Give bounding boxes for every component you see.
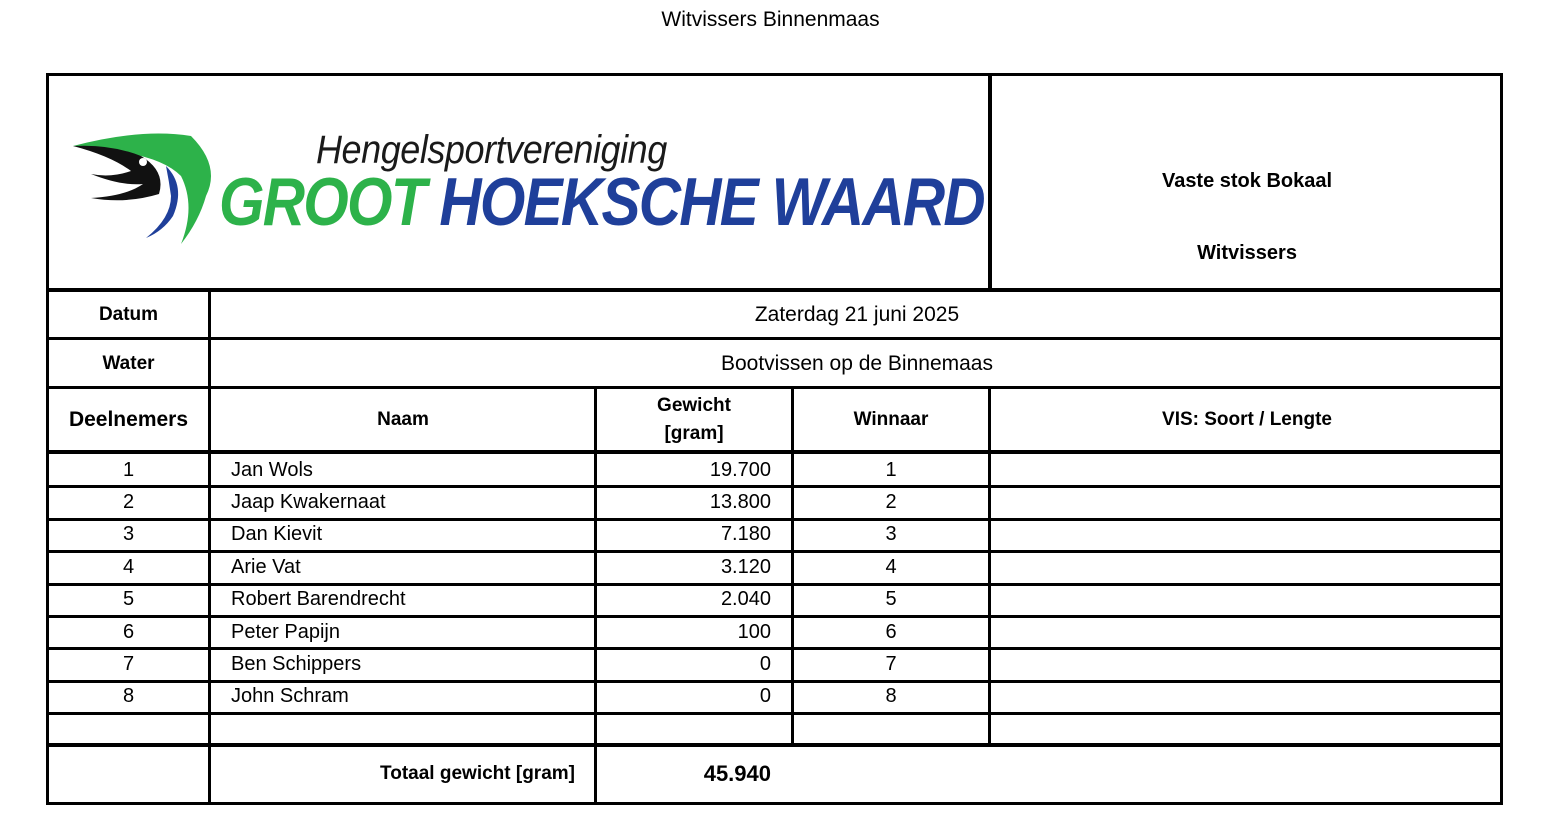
divider bbox=[49, 386, 1500, 389]
row-winner: 2 bbox=[885, 491, 897, 514]
row-number bbox=[49, 713, 208, 745]
row-name: Robert Barendrecht bbox=[231, 588, 406, 611]
name-header: Naam bbox=[377, 409, 429, 430]
row-number: 5 bbox=[122, 588, 135, 611]
row-fish bbox=[991, 648, 1503, 680]
row-winner: 4 bbox=[885, 555, 897, 578]
divider bbox=[49, 337, 1500, 340]
row-name: Jan Wols bbox=[231, 458, 313, 481]
divider bbox=[49, 647, 1500, 650]
row-winner bbox=[794, 713, 988, 745]
row-weight: 19.700 bbox=[709, 458, 771, 481]
category-name: Witvissers bbox=[1197, 241, 1297, 264]
row-winner: 5 bbox=[885, 588, 897, 611]
divider bbox=[49, 615, 1500, 618]
row-weight bbox=[597, 713, 791, 745]
row-weight: 2.040 bbox=[720, 588, 771, 611]
row-fish bbox=[991, 486, 1503, 518]
page-title: Witvissers Binnenmaas bbox=[661, 8, 880, 31]
row-weight: 3.120 bbox=[720, 555, 771, 578]
divider bbox=[49, 583, 1500, 586]
divider bbox=[49, 743, 1500, 747]
date-value: Zaterdag 21 juni 2025 bbox=[754, 302, 960, 326]
divider bbox=[49, 485, 1500, 488]
weight-header bbox=[597, 389, 791, 451]
water-value: Bootvissen op de Binnemaas bbox=[720, 351, 993, 375]
row-fish bbox=[991, 713, 1503, 745]
row-fish bbox=[991, 454, 1503, 486]
row-name: Jaap Kwakernaat bbox=[231, 491, 386, 514]
row-winner: 8 bbox=[885, 685, 897, 708]
row-name: Arie Vat bbox=[231, 555, 301, 578]
fish-header: VIS: Soort / Lengte bbox=[1162, 409, 1332, 430]
divider bbox=[49, 680, 1500, 683]
row-fish bbox=[991, 681, 1503, 713]
row-weight: 13.800 bbox=[709, 491, 771, 514]
weight-header-line1: Gewicht bbox=[657, 394, 731, 416]
row-number: 1 bbox=[122, 458, 135, 481]
row-name bbox=[211, 713, 595, 745]
row-fish bbox=[991, 584, 1503, 616]
divider bbox=[988, 76, 992, 288]
row-weight: 7.180 bbox=[720, 523, 771, 546]
row-winner: 6 bbox=[885, 620, 897, 643]
divider bbox=[49, 712, 1500, 715]
divider bbox=[49, 550, 1500, 553]
row-name: John Schram bbox=[231, 685, 349, 708]
logo-name-part2: HOEKSCHE WAARD bbox=[439, 164, 984, 240]
divider bbox=[49, 518, 1500, 521]
row-winner: 1 bbox=[885, 458, 897, 481]
water-label: Water bbox=[102, 352, 155, 374]
trophy-name: Vaste stok Bokaal bbox=[1161, 169, 1333, 192]
row-name: Peter Papijn bbox=[231, 620, 340, 643]
divider bbox=[988, 386, 991, 743]
row-fish bbox=[991, 551, 1503, 583]
logo-subtitle: Hengelsportvereniging bbox=[316, 128, 667, 172]
weight-header-line2: [gram] bbox=[664, 423, 724, 444]
row-fish bbox=[991, 519, 1503, 551]
divider bbox=[594, 386, 597, 802]
row-weight: 100 bbox=[737, 620, 771, 643]
total-value: 45.940 bbox=[703, 761, 771, 786]
row-winner: 3 bbox=[885, 523, 897, 546]
row-number: 8 bbox=[122, 685, 135, 708]
row-number: 7 bbox=[122, 653, 135, 676]
row-number: 3 bbox=[122, 523, 135, 546]
row-name: Ben Schippers bbox=[231, 653, 362, 676]
divider bbox=[791, 386, 794, 743]
date-label: Datum bbox=[98, 303, 159, 325]
divider bbox=[49, 450, 1500, 454]
divider bbox=[208, 288, 211, 802]
club-logo bbox=[71, 126, 984, 251]
row-weight: 0 bbox=[759, 653, 771, 676]
row-weight: 0 bbox=[759, 685, 771, 708]
fish-logo-icon bbox=[71, 126, 221, 251]
total-label: Totaal gewicht [gram] bbox=[380, 763, 575, 784]
logo-name bbox=[219, 164, 984, 240]
row-name: Dan Kievit bbox=[231, 523, 323, 546]
row-number: 2 bbox=[122, 491, 135, 514]
row-winner: 7 bbox=[885, 653, 897, 676]
row-number: 4 bbox=[122, 555, 135, 578]
row-fish bbox=[991, 616, 1503, 648]
logo-name-part1: GROOT bbox=[219, 164, 425, 240]
divider bbox=[49, 288, 1500, 292]
winner-header: Winnaar bbox=[853, 409, 929, 430]
row-number: 6 bbox=[122, 620, 135, 643]
participants-header: Deelnemers bbox=[68, 408, 189, 431]
results-sheet bbox=[46, 73, 1503, 805]
